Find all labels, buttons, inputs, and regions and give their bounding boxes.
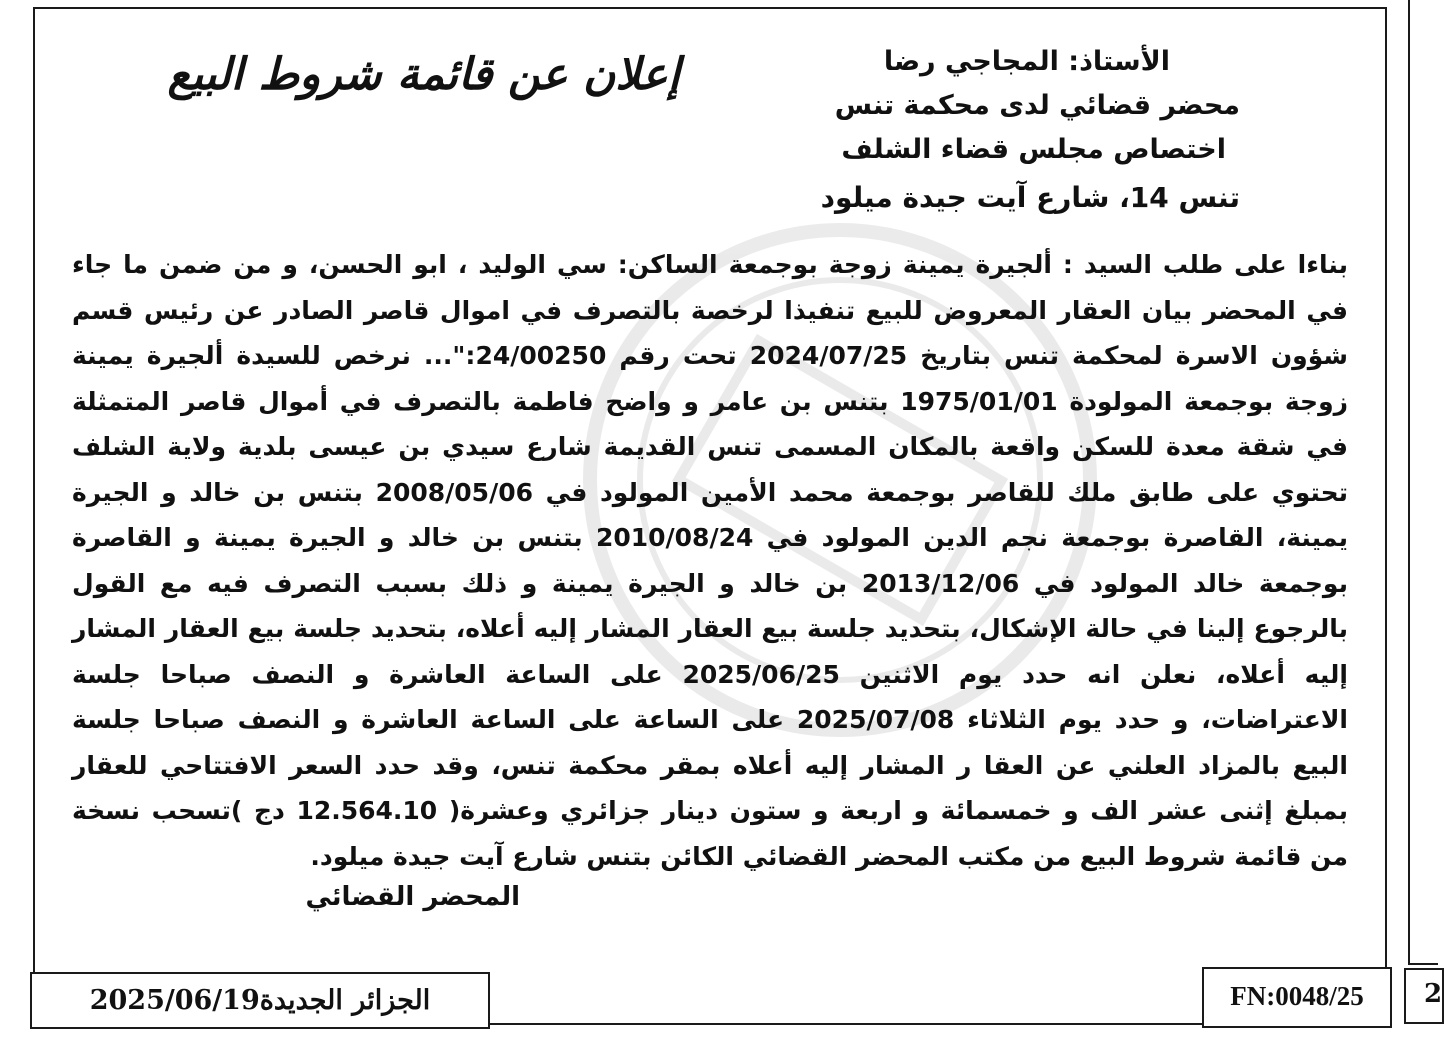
adjacent-footer-text: 2 xyxy=(1424,979,1443,1009)
adjacent-footer-fragment xyxy=(1404,968,1444,1024)
signature-label: المحضر القضائي xyxy=(305,882,520,912)
bailiff-address: تنس 14، شارع آيت جيدة ميلود xyxy=(820,181,1240,214)
reference-number: FN:0048/25 xyxy=(1202,967,1392,1028)
announcement-headline: إعلان عن قائمة شروط البيع xyxy=(167,49,680,100)
adjacent-column-edge xyxy=(1408,0,1438,965)
bailiff-name: الأستاذ: المجاجي رضا xyxy=(883,46,1170,77)
publication-box xyxy=(30,972,490,1029)
bailiff-jurisdiction: اختصاص مجلس قضاء الشلف xyxy=(841,134,1226,165)
bailiff-title: محضر قضائي لدى محكمة تنس xyxy=(834,90,1240,121)
newspaper-name: الجزائر الجديدة xyxy=(259,985,431,1016)
announcement-body: بناءا على طلب السيد : ألجيرة يمينة زوجة بوجمعة الساكن: سي الوليد ، ابو الحسن، و من ضمن ما جاء في المحضر بيان العقار المعروض للبيع تنفيذا لرخصة بالتصرف في اموال قاصر الصادر عن رئيس قسم شؤون الاسرة لمحكمة تنس بتاريخ 2024/07/25 تحت رقم 24/00250:"... نرخص للسيدة ألجيرة يمينة زوجة بوجمعة المولودة 1975/01/01 بتنس بن عامر و واضح فاطمة بالتصرف في أموال قاصر المتمثلة في شقة معدة للسكن واقعة بالمكان المسمى تنس القديمة شارع سيدي بن عيسى بلدية ولاية الشلف تحتوي على طابق ملك للقاصر بوجمعة محمد الأمين المولود في 2008/05/06 بتنس بن خالد و الجيرة يمينة، القاصرة بوجمعة نجم الدين المولود في 2010/08/24 بتنس بن خالد و الجيرة يمينة و القاصرة بوجمعة خالد المولود في 2013/12/06 بن خالد و الجيرة يمينة و ذلك بسبب التصرف فيه مع القول بالرجوع إلينا في حالة الإشكال، بتحديد جلسة بيع العقار المشار إليه أعلاه، بتحديد جلسة بيع العقار المشار إليه أعلاه، نعلن انه حدد يوم الاثنين 2025/06/25 على الساعة العاشرة و النصف صباحا جلسة الاعتراضات، و حدد يوم الثلاثاء 2025/07/08 على الساعة على الساعة العاشرة و النصف صباحا جلسة البيع بالمزاد العلني عن العقا ر المشار إليه أعلاه بمقر محكمة تنس، وقد حدد السعر الافتتاحي للعقار بمبلغ إثنى عشر الف و خمسمائة و اربعة و ستون دينار جزائري وعشرة( 12.564.10 دج )تسحب نسخة من قائمة شروط البيع من مكتب المحضر القضائي الكائن بتنس شارع آيت جيدة ميلود. xyxy=(72,250,1349,871)
bailiff-header xyxy=(780,40,1240,220)
publication-date: 2025/06/19 xyxy=(89,985,260,1016)
